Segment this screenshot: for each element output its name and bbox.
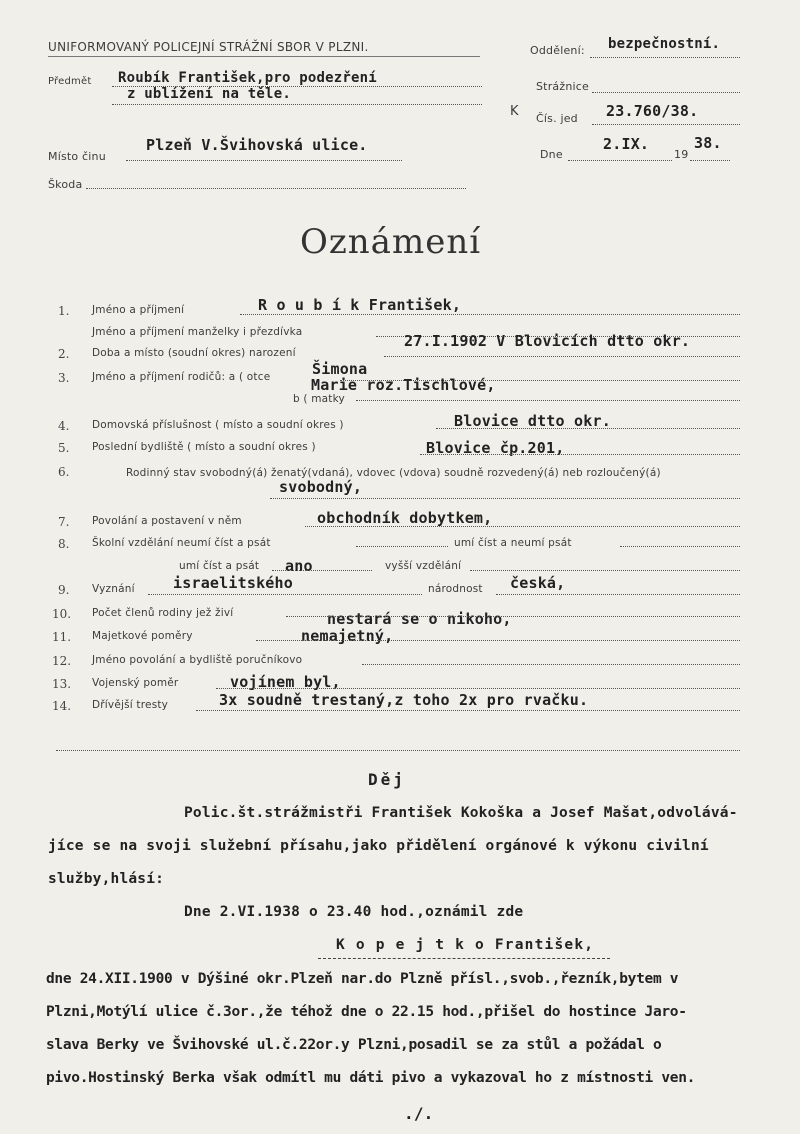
- department-label: Oddělení:: [530, 44, 585, 57]
- nationality-value: česká,: [510, 574, 566, 592]
- field-label-family: Počet členů rodiny jež živí: [92, 607, 234, 619]
- field-value-mother: Marie roz.Tischlové,: [311, 376, 496, 394]
- narrative-line-7: Plzni,Motýlí ulice č.3or.,že téhož dne o 22.15 hod.,přišel do hostince Jaro-: [46, 1004, 687, 1020]
- field-value-religion: israelitského: [173, 574, 293, 592]
- year-prefix: 19: [674, 148, 689, 161]
- field-label-military: Vojenský poměr: [92, 677, 179, 689]
- header-underline: [48, 56, 480, 57]
- field-value-convictions: 3x soudně trestaný,z toho 2x pro rvačku.: [219, 691, 589, 709]
- narrative-line-4: Dne 2.VI.1938 o 23.40 hod.,oznámil zde: [184, 904, 524, 920]
- reference-label: Čís. jed: [536, 112, 578, 125]
- damage-label: Škoda: [48, 178, 83, 191]
- organization-name: UNIFORMOVANÝ POLICEJNÍ STRÁŽNÍ SBOR V PLZNI.: [48, 40, 369, 54]
- field-number-14: 14.: [52, 699, 72, 713]
- station-label: Strážnice: [536, 80, 589, 93]
- subject-line2: z ublížení na těle.: [127, 86, 291, 102]
- field-label-name: Jméno a příjmení: [92, 304, 185, 316]
- subject-line1: Roubík František,pro podezření: [118, 70, 377, 86]
- field-label-convictions: Dřívější tresty: [92, 699, 169, 711]
- field-number-13: 13.: [52, 677, 72, 691]
- field-number-9: 9.: [58, 583, 70, 597]
- field-label-religion: Vyznání: [92, 583, 135, 595]
- continuation-mark: ./.: [404, 1104, 434, 1123]
- field-value-family: nestará se o nikoho,: [327, 610, 512, 628]
- k-letter: K: [510, 104, 519, 119]
- field-value-birth: 27.I.1902 V Blovicích dtto okr.: [404, 332, 691, 350]
- field-value-can-read-write: ano: [285, 557, 313, 575]
- department-value: bezpečnostní.: [608, 36, 721, 52]
- narrative-line-5: K o p e j t k o František,: [336, 937, 595, 953]
- narrative-line-8: slava Berky ve Švihovské ul.č.22or.y Plzni,posadil se za stůl a požádal o: [46, 1037, 662, 1053]
- field-value-name: R o u b í k František,: [258, 296, 462, 314]
- field-value-domicile: Blovice dtto okr.: [454, 412, 611, 430]
- field-number-10: 10.: [52, 607, 72, 621]
- field-number-6: 6.: [58, 465, 70, 479]
- field-label-spouse: Jméno a příjmení manželky i přezdívka: [92, 326, 303, 338]
- field-value-marital: svobodný,: [279, 478, 363, 496]
- field-number-7: 7.: [58, 515, 70, 529]
- year-value: 38.: [694, 134, 722, 152]
- field-label-occupation: Povolání a postavení v něm: [92, 515, 242, 527]
- document-title: Oznámení: [300, 222, 482, 262]
- narrative-line-9: pivo.Hostinský Berka však odmítl mu dáti pivo a vykazoval ho z místnosti ven.: [46, 1070, 696, 1086]
- place-value: Plzeň V.Švihovská ulice.: [146, 136, 368, 154]
- reference-number: 23.760/38.: [606, 102, 699, 120]
- field-label-guardian: Jméno povolání a bydliště poručníkovo: [92, 654, 303, 666]
- subject-label: Předmět: [48, 76, 92, 87]
- field-number-11: 11.: [52, 630, 72, 644]
- field-label-mother: b ( matky: [293, 393, 345, 405]
- field-value-property: nemajetný,: [301, 627, 394, 645]
- field-label-residence: Poslední bydliště ( místo a soudní okres ): [92, 441, 316, 453]
- field-number-8: 8.: [58, 537, 70, 551]
- section-title: Děj: [368, 770, 406, 789]
- name-underline: [318, 958, 610, 959]
- field-label-education: Školní vzdělání neumí číst a psát: [92, 537, 271, 549]
- date-value: 2.IX.: [603, 135, 650, 153]
- field-number-1: 1.: [58, 304, 70, 318]
- field-value-father: Šimona: [312, 360, 368, 378]
- narrative-line-2: jíce se na svoji služební přísahu,jako přidělení orgánové k výkonu civilní: [48, 838, 709, 854]
- narrative-line-6: dne 24.XII.1900 v Dýšiné okr.Plzeň nar.do Plzně přísl.,svob.,řezník,bytem v: [46, 971, 679, 987]
- field-label-property: Majetkové poměry: [92, 630, 193, 642]
- nationality-label: národnost: [428, 583, 483, 595]
- field-label-marital: Rodinný stav svobodný(á) ženatý(vdaná), vdovec (vdova) soudně rozvedený(á) neb rozloučený(á): [126, 467, 661, 479]
- field-number-3: 3.: [58, 371, 70, 385]
- place-label: Místo činu: [48, 150, 106, 163]
- field-number-5: 5.: [58, 441, 70, 455]
- narrative-line-1: Polic.št.strážmistři František Kokoška a Josef Mašat,odvolává-: [184, 805, 738, 821]
- field-number-12: 12.: [52, 654, 72, 668]
- field-value-residence: Blovice čp.201,: [426, 439, 565, 457]
- field-label-birth: Doba a místo (soudní okres) narození: [92, 347, 296, 359]
- field-value-military: vojínem byl,: [230, 673, 341, 691]
- education-can-read: umí číst a neumí psát: [454, 537, 572, 549]
- education-higher: vyšší vzdělání: [385, 560, 462, 572]
- field-label-domicile: Domovská příslušnost ( místo a soudní okres ): [92, 419, 344, 431]
- field-label-father: Jméno a příjmení rodičů: a ( otce: [92, 371, 271, 383]
- field-value-occupation: obchodník dobytkem,: [317, 509, 493, 527]
- date-label: Dne: [540, 148, 563, 161]
- fields-end-line: [56, 750, 740, 751]
- field-number-2: 2.: [58, 347, 70, 361]
- field-label-can-read-write: umí číst a psát: [179, 560, 260, 572]
- field-number-4: 4.: [58, 419, 70, 433]
- narrative-line-3: služby,hlásí:: [48, 871, 165, 887]
